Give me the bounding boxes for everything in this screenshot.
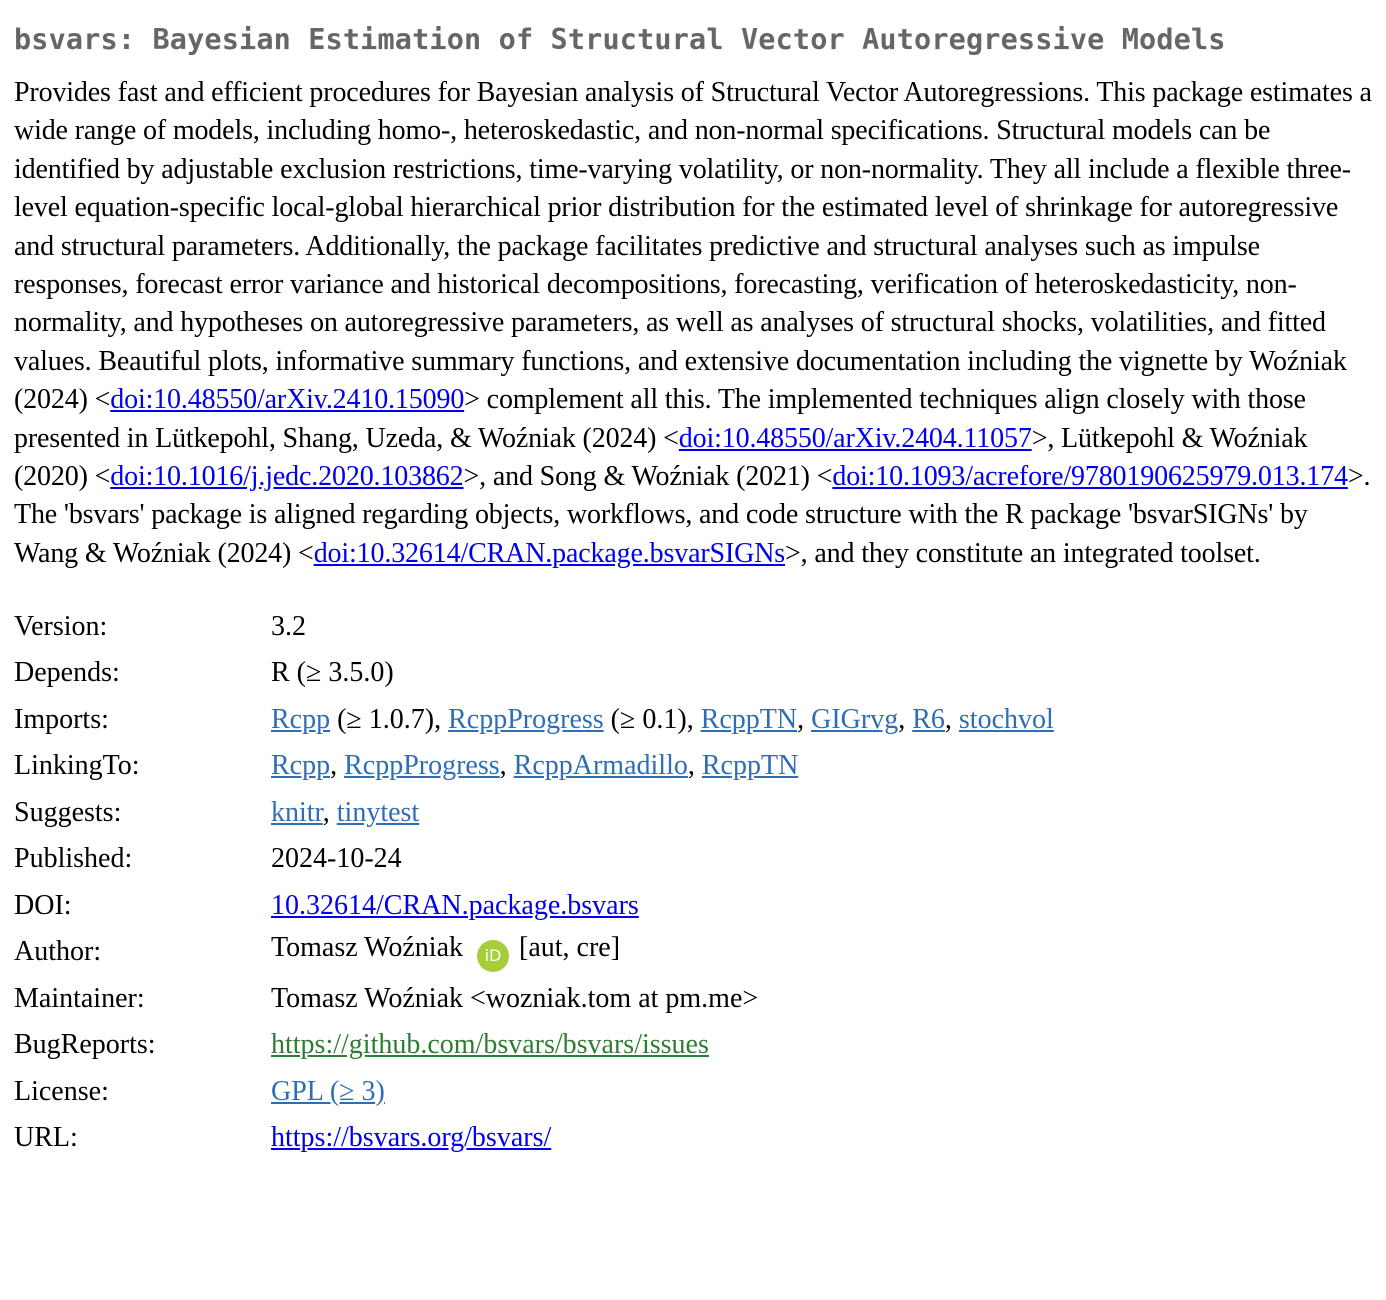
separator: , <box>944 703 959 735</box>
metadata-row-maintainer <box>14 975 1054 1022</box>
bugreports-link[interactable]: https://github.com/bsvars/bsvars/issues <box>271 1029 709 1061</box>
description-text: >, and Song & Woźniak (2021) < <box>463 461 833 493</box>
version-label: Version: <box>14 610 108 642</box>
separator: , <box>898 703 913 735</box>
lutkepohl-2024-doi-link[interactable]: doi:10.48550/arXiv.2404.11057 <box>678 422 1032 454</box>
metadata-row-linkingto <box>14 743 1054 790</box>
separator: , <box>797 703 812 735</box>
separator: , <box>687 750 702 782</box>
doi-value <box>271 882 1054 929</box>
published-label: Published: <box>14 843 133 875</box>
suggests-value <box>271 789 1054 836</box>
doi-label: DOI: <box>14 889 72 921</box>
imports-value <box>271 696 1054 743</box>
import-link-r6[interactable]: R6 <box>912 703 945 735</box>
url-label: URL: <box>14 1122 78 1154</box>
bsvarsigns-doi-link[interactable]: doi:10.32614/CRAN.package.bsvarSIGNs <box>313 537 786 569</box>
author-label: Author: <box>14 936 102 968</box>
bugreports-label: BugReports: <box>14 1029 156 1061</box>
description-text: >. The 'bsvars' package is aligned regarding objects, workflows, and code structure with the R package 'bsvarSIGNs' by Wang & Woźniak (2024) < <box>14 461 1371 569</box>
linkingto-value <box>271 743 1054 790</box>
metadata-row-suggests <box>14 789 1054 836</box>
doi-link[interactable]: 10.32614/CRAN.package.bsvars <box>271 889 639 921</box>
description-text: > complement all this. The implemented techniques align closely with those presented in Lütkepohl, Shang, Uzeda, & Woźniak (2024) < <box>14 384 1306 454</box>
license-link[interactable]: GPL (≥ 3) <box>271 1075 385 1107</box>
author-roles: [aut, cre] <box>519 932 621 964</box>
maintainer-value: Tomasz Woźniak <wozniak.tom at pm.me> <box>271 982 759 1014</box>
song-2021-doi-link[interactable]: doi:10.1093/acrefore/9780190625979.013.174 <box>832 461 1348 493</box>
description-text: >, Lütkepohl & Woźniak (2020) < <box>14 422 1308 493</box>
imports-label: Imports: <box>14 703 109 735</box>
bugreports-value <box>271 1022 1054 1069</box>
suggests-label: Suggests: <box>14 796 122 828</box>
linkingto-link-rcpparmadillo[interactable]: RcppArmadillo <box>513 750 688 782</box>
depends-label: Depends: <box>14 657 120 689</box>
separator: (≥ 1.0.7), <box>330 703 449 735</box>
version-value: 3.2 <box>271 610 306 642</box>
separator: , <box>322 796 337 828</box>
author-name: Tomasz Woźniak <box>271 932 463 964</box>
description-text: >, and they constitute an integrated toolset. <box>785 537 1261 569</box>
metadata-row-version <box>14 603 1054 650</box>
separator: (≥ 0.1), <box>603 703 701 735</box>
metadata-row-author <box>14 929 1054 976</box>
published-value: 2024-10-24 <box>271 843 402 875</box>
suggests-link-tinytest[interactable]: tinytest <box>336 796 420 828</box>
lutkepohl-2020-doi-link[interactable]: doi:10.1016/j.jedc.2020.103862 <box>110 461 464 493</box>
description-text: Provides fast and efficient procedures for Bayesian analysis of Structural Vector Autoregressions. This package estimates a wide range of models, including homo-, heteroskedastic, and non-normal specifications. Structural models can be identified by adjustable exclusion restrictions, time-varying volatility, or non-normality. They all include a flexible three-level equation-specific local-global hierarchical prior distribution for the estimated level of shrinkage for autoregressive and structural parameters. Additionally, the package facilitates predictive and structural analyses such as impulse responses, forecast error variance and historical decompositions, forecasting, verification of heteroskedasticity, non-normality, and hypotheses on autoregressive parameters, as well as analyses of structural shocks, volatilities, and fitted values. Beautiful plots, informative summary functions, and extensive documentation including the vignette by Woźniak (2024) < <box>14 77 1372 416</box>
metadata-row-bugreports <box>14 1022 1054 1069</box>
separator: , <box>330 750 345 782</box>
package-metadata-table <box>8 603 1060 1161</box>
depends-value: R (≥ 3.5.0) <box>271 657 394 689</box>
metadata-row-imports <box>14 696 1054 743</box>
linkingto-link-rcpptn[interactable]: RcppTN <box>701 750 799 782</box>
import-link-stochvol[interactable]: stochvol <box>958 703 1054 735</box>
license-value <box>271 1068 1054 1115</box>
metadata-row-depends <box>14 650 1054 697</box>
suggests-link-knitr[interactable]: knitr <box>271 796 323 828</box>
homepage-link[interactable]: https://bsvars.org/bsvars/ <box>271 1122 552 1154</box>
import-link-rcpp[interactable]: Rcpp <box>271 703 331 735</box>
author-value <box>271 929 1054 976</box>
vignette-doi-link[interactable]: doi:10.48550/arXiv.2410.15090 <box>110 384 465 416</box>
import-link-rcpptn[interactable]: RcppTN <box>700 703 798 735</box>
metadata-row-url <box>14 1115 1054 1162</box>
separator: , <box>499 750 514 782</box>
metadata-row-doi <box>14 882 1054 929</box>
package-description <box>14 74 1372 573</box>
linkingto-link-rcppprogress[interactable]: RcppProgress <box>344 750 500 782</box>
import-link-rcppprogress[interactable]: RcppProgress <box>448 703 604 735</box>
linkingto-label: LinkingTo: <box>14 750 140 782</box>
url-value <box>271 1115 1054 1162</box>
maintainer-label: Maintainer: <box>14 982 145 1014</box>
page-title: bsvars: Bayesian Estimation of Structural Vector Autoregressive Models <box>14 23 1226 56</box>
linkingto-link-rcpp[interactable]: Rcpp <box>271 750 331 782</box>
metadata-row-license <box>14 1068 1054 1115</box>
orcid-icon[interactable]: iD <box>477 940 509 972</box>
import-link-gigrvg[interactable]: GIGrvg <box>811 703 899 735</box>
metadata-row-published <box>14 836 1054 883</box>
license-label: License: <box>14 1075 109 1107</box>
